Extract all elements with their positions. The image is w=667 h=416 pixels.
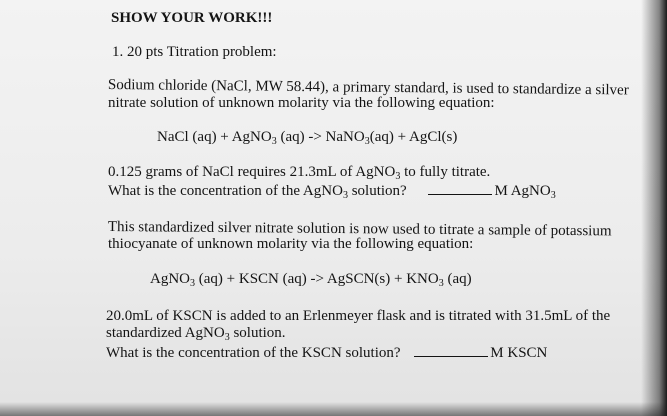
equation-2-part-1: AgNO [150,271,190,287]
answer-1-blank[interactable] [428,180,492,195]
q2-line-2-sub: 3 [224,332,230,343]
equation-2-part-2: (aq) + KSCN (aq) -> AgSCN(s) + KNO [195,271,439,287]
q1-line-2-sub: 3 [342,190,348,201]
equation-1-part-2: (aq) -> NaNO [276,129,365,145]
q1-line-1-sub: 3 [395,171,401,182]
q2-line-2-part-1: standardized AgNO [106,325,225,341]
heading-text: SHOW YOUR WORK!!! [111,10,273,26]
intro-line-2-text: nitrate solution of unknown molarity via the following equation: [108,95,495,111]
equation-1 [157,128,457,148]
equation-1-part-1: NaCl (aq) + AgNO [157,129,272,145]
q1-line-2-part-2: solution? [347,183,407,199]
standardized-line-2-text: thiocyanate of unknown molarity via the following equation: [108,236,474,252]
bottom-edge-shadow [0,402,667,416]
equation-1-sub-2: 3 [364,136,370,147]
q1-line-1-part-1: 0.125 grams of NaCl requires 21.3mL of AgNO [108,164,396,180]
q2-line-2-part-2: solution. [229,325,286,341]
equation-2-part-3: (aq) [443,271,472,287]
answer-1-unit-sub: 3 [550,190,556,201]
q1-line-2-part-1: What is the concentration of the AgNO [108,183,343,199]
answer-2-blank[interactable] [414,342,488,357]
equation-2-sub-2: 3 [438,278,444,289]
question-2-line-2 [106,324,286,344]
equation-2 [150,270,472,290]
heading [111,9,272,27]
problem-title-text: 1. 20 pts Titration problem: [112,44,277,60]
standardized-line-1-text: This standardized silver nitrate solution is now used to titrate a sample of potassium [107,218,612,240]
answer-2-unit: M KSCN [490,345,548,361]
intro-line-2 [108,94,495,112]
question-2-line-3 [106,342,547,362]
answer-1-unit: M AgNO [494,183,551,199]
problem-title [112,43,277,61]
standardized-line-2 [108,235,473,253]
equation-1-sub-1: 3 [271,136,277,147]
q2-line-1-text: 20.0mL of KSCN is added to an Erlenmeyer flask and is titrated with 31.5mL of the [106,308,611,324]
intro-line-1-text: Sodium chloride (NaCl, MW 58.44), a primary standard, is used to standardize a silver [107,76,629,99]
q1-line-1-part-2: to fully titrate. [400,164,491,180]
right-edge-shadow [641,0,667,416]
question-2-line-1 [106,307,610,325]
equation-1-part-3: (aq) + AgCl(s) [369,129,458,145]
q2-line-3-part-1: What is the concentration of the KSCN solution? [106,345,401,361]
equation-2-sub-1: 3 [190,278,195,289]
question-1-line-2 [108,180,556,202]
